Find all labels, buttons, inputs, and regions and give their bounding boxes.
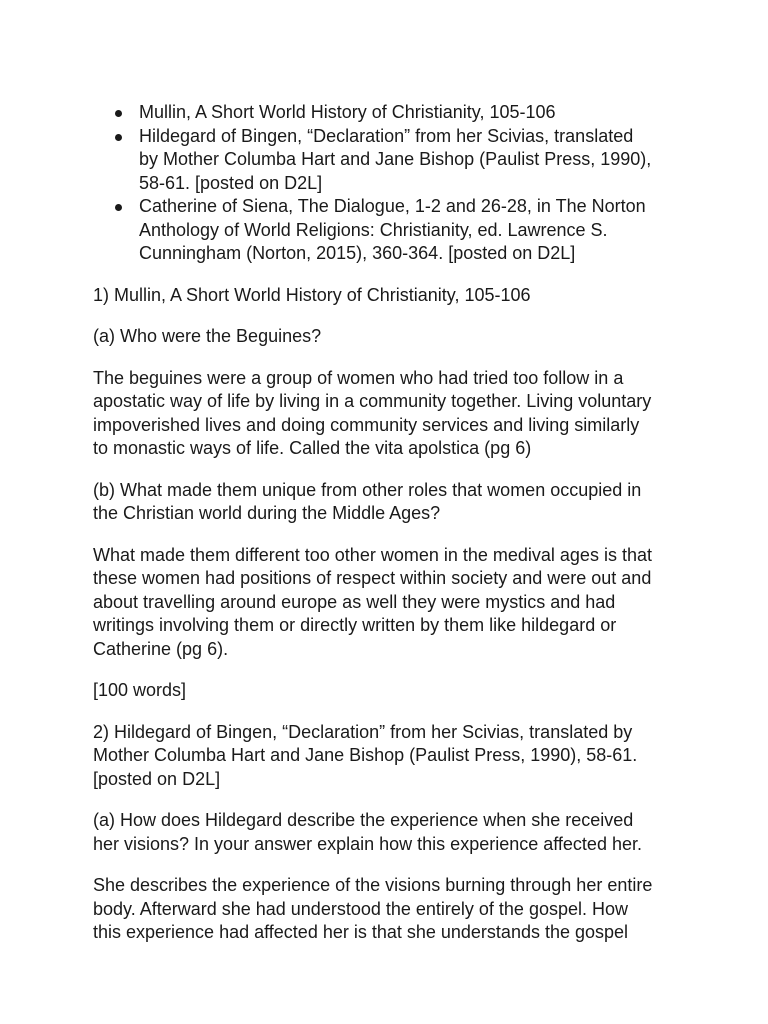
- reading-list: [93, 101, 688, 266]
- reading-list-item-text: Mullin, A Short World History of Christianity, 105-106: [139, 102, 556, 122]
- bullet-icon: [115, 110, 122, 117]
- section-1-question-b: (b) What made them unique from other roles that women occupied in the Christian world during the Middle Ages?: [93, 479, 642, 523]
- section-2-question-a: (a) How does Hildegard describe the experience when she received her visions? In your answer explain how this experience affected her.: [93, 810, 642, 854]
- reading-list-item: [93, 101, 688, 125]
- section-2-heading: 2) Hildegard of Bingen, “Declaration” from her Scivias, translated by Mother Columba Hart and Jane Bishop (Paulist Press, 1990), 58-61. [posted on D2L]: [93, 721, 638, 789]
- bullet-icon: [115, 134, 122, 141]
- reading-list-item-text: Hildegard of Bingen, “Declaration” from her Scivias, translated by Mother Columba Hart and Jane Bishop (Paulist Press, 1990), 58-61. [posted on D2L]: [139, 125, 652, 193]
- section-1-question-a: (a) Who were the Beguines?: [93, 326, 322, 346]
- section-1-heading: 1) Mullin, A Short World History of Christianity, 105-106: [93, 284, 531, 305]
- reading-list-item: [93, 195, 688, 266]
- section-1-answer-a: The beguines were a group of women who had tried too follow in a apostatic way of life by living in a community together. Living voluntary impoverished lives and doing community services and living similarly to monastic ways of life. Called the vita apolstica (pg 6): [93, 367, 652, 458]
- section-2-answer-a: She describes the experience of the visions burning through her entire body. Afterward she had understood the entirely of the gospel. How this experience had affected her is that she understands the gospel: [93, 875, 653, 942]
- word-count: [100 words]: [93, 680, 187, 700]
- section-1-answer-b: What made them different too other women in the medival ages is that these women had positions of respect within society and were out and about travelling around europe as well they were mystics and had writings involving them or directly written by them like hildegard or Catherine (pg 6).: [93, 544, 652, 659]
- bullet-icon: [115, 204, 122, 211]
- reading-list-item: [93, 125, 688, 196]
- reading-list-item-text: Catherine of Siena, The Dialogue, 1-2 and 26-28, in The Norton Anthology of World Religions: Christianity, ed. Lawrence S. Cunningham (Norton, 2015), 360-364. [posted on D2L]: [139, 196, 646, 263]
